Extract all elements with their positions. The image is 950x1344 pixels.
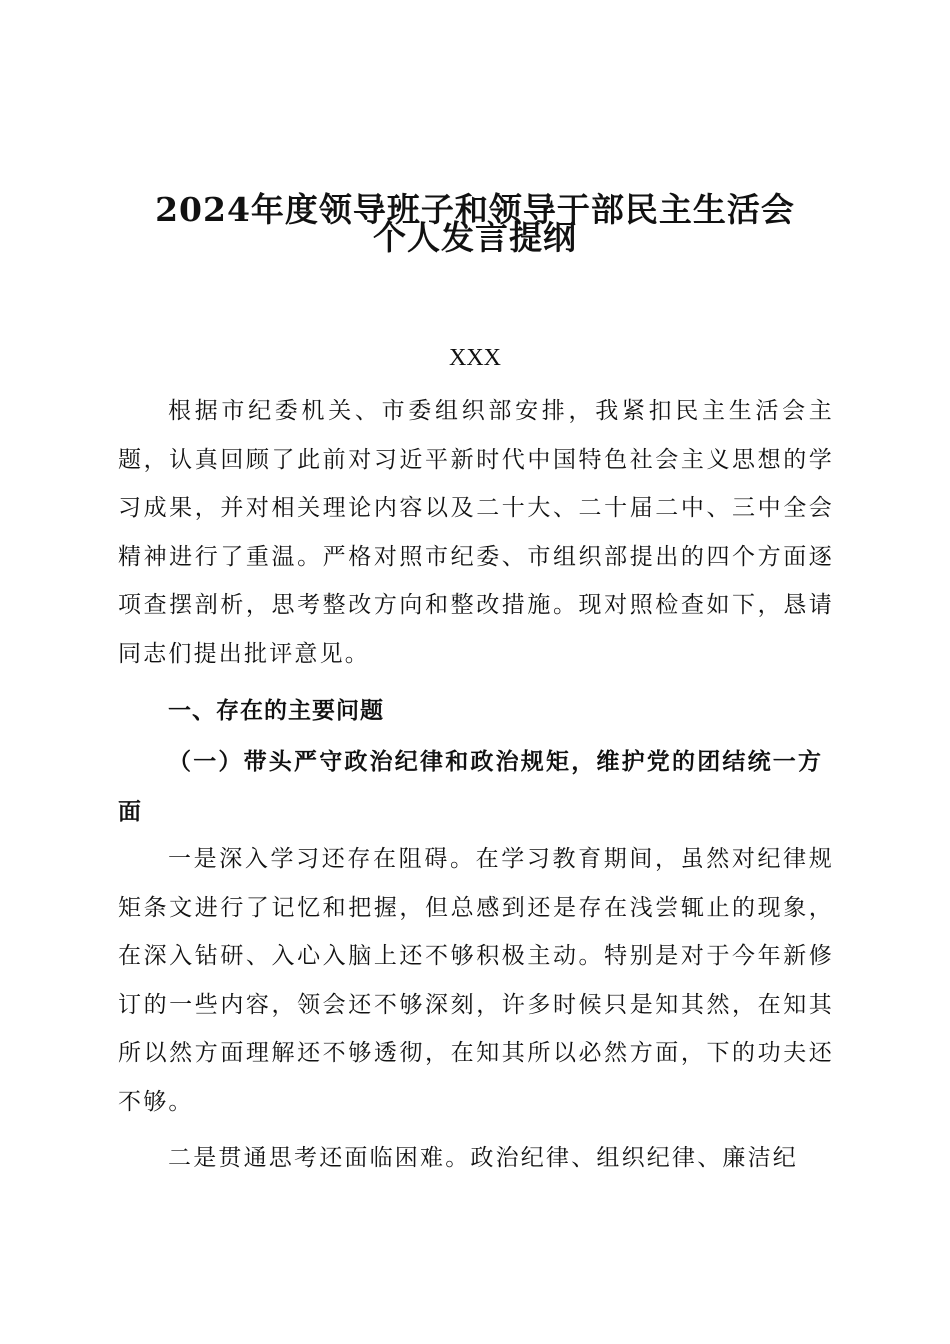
author-name: XXX <box>449 345 501 371</box>
subsection-heading-political-discipline: （一）带头严守政治纪律和政治规矩，维护党的团结统一方面 <box>118 748 824 825</box>
paragraph-thinking-difficulties: 二是贯通思考还面临困难。政治纪律、组织纪律、廉洁纪 <box>168 1145 798 1171</box>
paragraph-study-obstacles: 一是深入学习还存在阻碍。在学习教育期间，虽然对纪律规矩条文进行了记忆和把握，但总感到还是存在浅尝辄止的现象，在深入钻研、入心入脑上还不够积极主动。特别是对于今年新修订的一些内容，领会还不够深刻，许多时候只是知其然，在知其所以然方面理解还不够透彻，在知其所以必然方面，下的功夫还不够。 <box>118 846 834 1115</box>
intro-paragraph: 根据市纪委机关、市委组织部安排，我紧扣民主生活会主题，认真回顾了此前对习近平新时代中国特色社会主义思想的学习成果，并对相关理论内容以及二十大、二十届二中、三中全会精神进行了重温。严格对照市纪委、市组织部提出的四个方面逐项查摆剖析，思考整改方向和整改措施。现对照检查如下，恳请同志们提出批评意见。 <box>118 398 834 667</box>
document-title-line-1: 2024年度领导班子和领导干部民主生活会 <box>155 190 795 229</box>
section-heading-problems: 一、存在的主要问题 <box>168 698 384 724</box>
document-title-line-2: 个人发言提纲 <box>373 218 577 257</box>
